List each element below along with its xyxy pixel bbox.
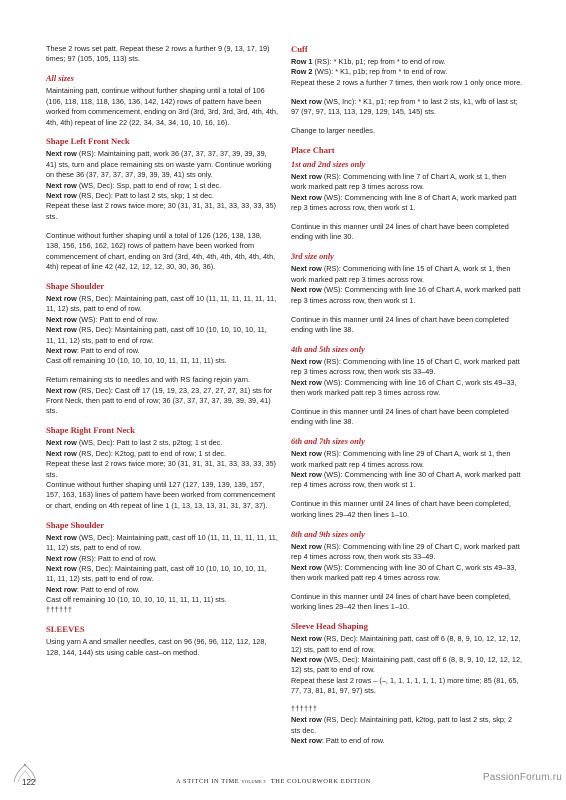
row-label: Next row — [46, 325, 77, 335]
instruction-row — [46, 325, 278, 346]
section-end-crosses: †††††† — [46, 606, 73, 614]
watermark: PassionForum.ru — [482, 772, 562, 783]
paragraph: Continue in this manner until 24 lines of chart have been completed, working lines 29–42 then lines 1–10. — [291, 499, 511, 519]
paragraph: Continue in this manner until 24 lines of chart have been completed, working lines 29–42 then lines 1–10. — [291, 591, 511, 612]
heading-shape-shoulder: Shape Shoulder — [46, 280, 105, 291]
row-text: (RS, Dec): Patt to last 2 sts, skp; 1 st dec. — [76, 191, 214, 201]
instruction-row — [291, 736, 523, 746]
row-label: Next row — [46, 385, 77, 395]
row-text: (RS): Commencing with line 15 of Chart C, work marked patt rep 3 times across row, then work sts 33–49. — [291, 356, 520, 377]
paragraph: Cast off remaining 10 (10, 10, 10, 10, 11, 11, 11, 11) sts. — [46, 356, 227, 366]
paragraph: These 2 rows set patt. Repeat these 2 rows a further 9 (9, 13, 17, 19) times; 97 (105, 105, 113) sts. — [46, 44, 270, 64]
row-label: Row 1 — [291, 57, 313, 66]
paragraph: Using yarn A and smaller needles, cast on 96 (96, 96, 112, 112, 128, 128, 144, 144) sts using cable cast–on method. — [46, 637, 267, 657]
subheading-size-3: 3rd size only — [291, 252, 334, 262]
instruction-row — [291, 542, 523, 563]
paragraph: Continue without further shaping until 127 (127, 139, 139, 139, 157, 157, 163, 163) lines of pattern have been worked from commencement or chart, ending on 4th repeat of line 1 (1, 13, 13, 13, 31, 31, 37, 37). — [46, 480, 276, 510]
row-text: (RS, Dec): Cast off 17 (19, 19, 23, 23, 27, 27, 27, 31) sts for Front Neck, then patt to end of row; 36 (37, 37, 37, 37, 39, 39, 39, 41) sts. — [46, 385, 273, 416]
row-label: Next row — [291, 192, 322, 202]
heading-place-chart: Place Chart — [291, 144, 335, 155]
row-label: Next row — [291, 736, 322, 746]
row-text: (RS, Dec): Maintaining patt, cast off 10 (11, 11, 11, 11, 11, 11, 11, 12) sts, patt to end of row. — [46, 293, 277, 314]
instruction-row — [291, 264, 523, 285]
row-text: (RS, Dec): K2tog, patt to end of row; 1 st dec. — [76, 448, 227, 458]
title-text: A STITCH IN TIME — [176, 778, 240, 785]
paragraph: Maintaining patt, continue without further shaping until a total of 106 (106, 118, 118, 118, 136, 136, 142, 142) rows of pattern have been worked from commencement, ending on 3rd (3rd, 3rd, 3rd, 3rd, 4th, 4th, 4th, 4th) repeat of line 22 (22, 34, 34, 34, 10, 10, 16, 16). — [46, 86, 278, 127]
row-label: Next row — [291, 264, 322, 274]
row-label: Next row — [46, 584, 77, 594]
section-end-crosses: †††††† — [291, 706, 318, 714]
instruction-row — [46, 564, 278, 585]
row-label: Next row — [291, 634, 322, 644]
row-label: Next row — [291, 449, 322, 459]
row-text: (RS, Dec): Maintaining patt, cast off 10 (10, 10, 10, 10, 11, 11, 11, 12) sts, patt to end of row. — [46, 325, 267, 345]
row-label: Next row — [46, 532, 77, 542]
row-label: Next row — [46, 180, 77, 190]
row-text: (WS): Commencing with line 16 of Chart C, work sts 49–33, then work marked patt rep 3 times across row. — [291, 377, 517, 398]
instruction-row — [291, 67, 523, 77]
instruction-row — [291, 378, 523, 399]
paragraph: Continue in this manner until 24 lines of chart have been completed ending with line 38. — [291, 314, 509, 334]
heading-shape-shoulder: Shape Shoulder — [46, 519, 105, 530]
row-text: (WS, Inc): * K1, p1; rep from * to last 2 sts, k1, wfb of last st; 97 (97, 97, 113, 113, 129, 129, 145, 145) sts. — [291, 96, 518, 117]
instruction-row — [46, 294, 278, 315]
row-label: Next row — [46, 191, 77, 201]
row-text: (WS): Commencing with line 8 of Chart A, work marked patt rep 3 times across row, then work st 1. — [291, 192, 517, 213]
row-label: Next row — [291, 654, 322, 664]
instruction-row — [46, 315, 278, 325]
subheading-all-sizes: All sizes — [46, 74, 74, 84]
row-text: (RS, Dec): Maintaining patt, cast off 6 (8, 8, 9, 10, 12, 12, 12, 12) sts, patt to end of row. — [291, 634, 521, 654]
row-label: Next row — [291, 96, 322, 106]
heading-shape-left-front-neck: Shape Left Front Neck — [46, 136, 130, 147]
row-label: Next row — [46, 149, 77, 159]
row-label: Next row — [291, 356, 322, 366]
row-label: Next row — [291, 541, 322, 551]
row-text: (RS): Maintaining patt, work 36 (37, 37, 37, 37, 39, 39, 39, 41) sts, turn and place remaining sts on waste yarn. Continue working on these 36 (37, 37, 37, 37, 39, 39, 39, 41) sts only. — [46, 149, 272, 180]
row-text: (RS): Commencing with line 15 of Chart A, work st 1, then work marked patt rep 3 times across row. — [291, 264, 511, 284]
row-text: (WS): Commencing with line 30 of Chart C, work sts 49–33, then work marked patt rep 4 times across row. — [291, 562, 517, 582]
row-text: : Patt to end of row. — [76, 345, 140, 355]
subheading-sizes-1-2: 1st and 2nd sizes only — [291, 159, 366, 169]
instruction-row — [291, 285, 523, 306]
heading-sleeve-head-shaping: Sleeve Head Shaping — [291, 621, 368, 632]
row-text: (WS, Dec): Patt to last 2 sts, p2tog; 1 st dec. — [76, 438, 223, 448]
instruction-row — [291, 449, 523, 470]
heading-shape-right-front-neck: Shape Right Front Neck — [46, 425, 135, 436]
paragraph: Repeat these last 2 rows twice more; 30 (31, 31, 31, 31, 33, 33, 33, 35) sts. — [46, 459, 276, 479]
row-text: (RS): Commencing with line 29 of Chart A, work st 1, then work marked patt rep 4 times across row. — [291, 449, 511, 469]
publication-title — [176, 778, 371, 785]
page-footer — [0, 770, 566, 794]
instruction-row — [291, 715, 523, 736]
row-label: Next row — [291, 715, 322, 725]
instruction-row — [46, 149, 278, 180]
row-label: Next row — [46, 563, 77, 573]
row-label: Next row — [291, 377, 322, 387]
row-label: Next row — [291, 171, 322, 181]
instruction-row — [291, 655, 523, 676]
row-text: (RS): Patt to end of row. — [76, 553, 157, 563]
instruction-row — [291, 357, 523, 378]
paragraph: Continue in this manner until 24 lines of chart have been completed ending with line 30. — [291, 222, 509, 242]
row-text: (RS): * K1b, p1; rep from * to end of row. — [312, 57, 446, 66]
instruction-row — [46, 181, 278, 191]
row-text: (WS): Commencing with line 30 of Chart A, work marked patt rep 4 times across row, then work st 1. — [291, 470, 521, 490]
row-label: Next row — [46, 448, 77, 458]
row-label: Next row — [46, 314, 77, 324]
paragraph: Cast off remaining 10 (10, 10, 10, 10, 11, 11, 11, 11) sts. — [46, 595, 227, 605]
row-label: Next row — [291, 470, 322, 480]
instruction-row — [46, 386, 278, 417]
row-text: : Patt to end of row. — [321, 736, 385, 746]
row-label: Next row — [46, 553, 77, 563]
row-text: (RS): Commencing with line 7 of Chart A, work st 1, then work marked patt rep 3 times across row. — [291, 171, 507, 192]
row-text: (WS): * K1, p1b; rep from * to end of row. — [312, 67, 448, 77]
row-text: (RS): Commencing with line 29 of Chart C, work marked patt rep 4 times across row, then work sts 33–49. — [291, 541, 520, 562]
left-column — [46, 44, 278, 667]
instruction-row — [46, 554, 278, 564]
instruction-row — [291, 172, 523, 193]
subheading-sizes-4-5: 4th and 5th sizes only — [291, 344, 365, 354]
instruction-row — [291, 97, 523, 118]
row-text: (RS, Dec): Maintaining patt, cast off 10 (10, 10, 10, 10, 11, 11, 11, 12) sts, patt to end of row. — [46, 563, 267, 584]
instruction-row — [291, 193, 523, 214]
instruction-row — [291, 57, 523, 67]
volume-text: VOLUME 3 — [241, 779, 266, 784]
row-text: (WS, Dec): Maintaining patt, cast off 10 (11, 11, 11, 11, 11, 11, 11, 12) sts, patt to end of row. — [46, 532, 278, 553]
instruction-row — [291, 634, 523, 655]
subheading-sizes-6-7: 6th and 7th sizes only — [291, 437, 365, 447]
row-text: (WS): Patt to end of row. — [76, 314, 159, 324]
paragraph: Repeat these last 2 rows twice more; 30 (31, 31, 31, 31, 33, 33, 33, 35) sts. — [46, 201, 276, 221]
row-text: (WS, Dec): Ssp, patt to end of row; 1 st dec. — [76, 180, 222, 190]
row-label: Next row — [46, 345, 77, 355]
paragraph: Repeat these last 2 rows – (–, 1, 1, 1, 1, 1, 1, 1) more time; 85 (81, 65, 77, 73, 81, 81, 97, 97) sts. — [291, 675, 519, 696]
row-label: Next row — [46, 293, 77, 303]
page-number: 122 — [22, 778, 36, 787]
instruction-row — [291, 563, 523, 584]
row-text: (WS): Commencing with line 16 of Chart A, work marked patt rep 3 times across row, then work st 1. — [291, 285, 521, 305]
subheading-sizes-8-9: 8th and 9th sizes only — [291, 529, 365, 539]
instruction-row — [46, 346, 278, 356]
instruction-row — [46, 533, 278, 554]
paragraph: Continue in this manner until 24 lines of chart have been completed ending with line 38. — [291, 406, 509, 427]
row-label: Row 2 — [291, 67, 313, 77]
heading-cuff: Cuff — [291, 44, 308, 54]
paragraph: Return remaining sts to needles and with RS facing rejoin yarn. — [46, 375, 251, 385]
row-label: Next row — [46, 438, 77, 448]
instruction-row — [291, 470, 523, 491]
instruction-row — [46, 191, 278, 201]
row-text: (WS, Dec): Maintaining patt, cast off 6 (8, 8, 9, 10, 12, 12, 12, 12) sts, patt to end of row. — [291, 654, 523, 675]
right-column — [291, 44, 523, 747]
row-text: (RS, Dec): Maintaining patt, k2tog, patt to last 2 sts, skp; 2 sts dec. — [291, 715, 513, 735]
paragraph: Repeat these 2 rows a further 7 times, then work row 1 only once more. — [291, 77, 523, 87]
instruction-row — [46, 438, 278, 448]
row-text: : Patt to end of row. — [76, 584, 140, 594]
instruction-row — [46, 449, 278, 459]
paragraph: Change to larger needles. — [291, 126, 375, 136]
row-label: Next row — [291, 285, 322, 295]
edition-text: THE COLOURWORK EDITION — [270, 778, 371, 785]
instruction-row — [46, 585, 278, 595]
heading-sleeves: SLEEVES — [46, 624, 85, 635]
row-label: Next row — [291, 562, 322, 572]
paragraph: Continue without further shaping until a total of 126 (126, 138, 138, 138, 156, 156, 162, 162) rows of pattern have been worked from commencement of chart, ending on 3rd (3rd, 4th, 4th, 4th, 4th, 4th, 4th, 4th) repeat of line 42 (42, 12, 12, 12, 30, 30, 36, 36). — [46, 230, 276, 271]
